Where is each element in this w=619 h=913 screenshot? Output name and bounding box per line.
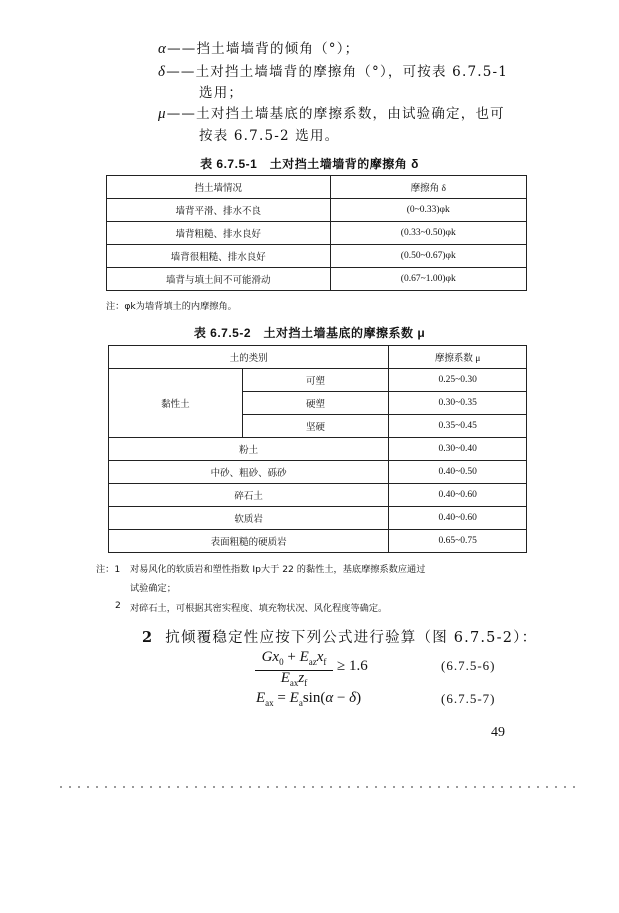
eq2-number: (6.7.5-7) <box>441 691 496 706</box>
eq1-numerator: $Gx_0 + E_{az}x_f$ <box>261 649 327 667</box>
table-row: 软质岩 0.40~0.60 <box>109 507 527 530</box>
eq1-ge: ≥ 1.6 <box>337 658 368 674</box>
def-delta: δ——土对挡土墙墙背的摩擦角（°），可按表 6.7.5-1 <box>158 64 509 80</box>
section-heading <box>142 626 537 647</box>
def-delta-cont: 选用； <box>199 85 244 101</box>
table2-group-cell: 黏性土 <box>109 369 243 438</box>
section-text: 抗倾覆稳定性应按下列公式进行验算（图 6.7.5-2）： <box>165 630 538 646</box>
table1-header <box>107 176 527 199</box>
def-mu: μ——土对挡土墙基底的摩擦系数，由试验确定，也可 <box>158 106 505 122</box>
eq1-denominator: $E_{ax}z_f$ <box>280 670 308 688</box>
table2-caption: 表 6.7.5-2 土对挡土墙基底的摩擦系数 μ <box>193 326 426 340</box>
def-alpha: α——挡土墙墙背的倾角（°）； <box>158 41 360 57</box>
def-alpha-text: 挡土墙墙背的倾角（°）； <box>196 41 360 57</box>
eq2: $E_{ax} = E_a\sin(\alpha - \delta)$ <box>256 690 362 708</box>
table2-header-cell: 摩擦系数 μ <box>389 346 527 369</box>
table-row: 碎石土 0.40~0.60 <box>109 484 527 507</box>
section-number: 2 <box>142 629 154 646</box>
table2-note1: 对易风化的软质岩和塑性指数 Ip大于 22 的黏性土，基底摩擦系数应通过 <box>130 564 426 575</box>
table1-caption: 表 6.7.5-1 土对挡土墙墙背的摩擦角 δ <box>200 157 419 171</box>
page-number: 49 <box>491 725 505 740</box>
table2-note2-label: 2 <box>115 600 121 611</box>
table-row: 表面粗糙的硬质岩 0.65~0.75 <box>109 530 527 553</box>
def-delta-text: 土对挡土墙墙背的摩擦角（°），可按表 6.7.5-1 <box>195 64 509 80</box>
def-alpha-symbol: α <box>158 41 168 57</box>
table2-note2: 对碎石土，可根据其密实程度、填充物状况、风化程度等确定。 <box>130 603 388 614</box>
table1 <box>106 175 527 291</box>
table-row: 粉土 0.30~0.40 <box>109 438 527 461</box>
table1-note: 注：φk为墙背填土的内摩擦角。 <box>106 301 237 312</box>
eq1-number: (6.7.5-6) <box>441 658 496 673</box>
table-row: 墙背平滑、排水不良 (0~0.33)φk <box>107 199 527 222</box>
table-row: 黏性土 可塑 0.25~0.30 <box>109 369 527 392</box>
table-row: 墙背与填土间不可能滑动 (0.67~1.00)φk <box>107 268 527 291</box>
table-row: 墙背粗糙、排水良好 (0.33~0.50)φk <box>107 222 527 245</box>
table2-header <box>109 346 527 369</box>
table2-note1-cont: 试验确定； <box>130 583 176 594</box>
def-mu-cont: 按表 6.7.5-2 选用。 <box>199 128 340 144</box>
table2-note1-label: 注：1 <box>96 564 121 575</box>
table2 <box>108 345 527 553</box>
table1-header-cell: 摩擦角 δ <box>330 176 526 199</box>
def-mu-symbol: μ <box>158 106 167 122</box>
scan-artifact-line <box>60 786 580 788</box>
table-row: 中砂、粗砂、砾砂 0.40~0.50 <box>109 461 527 484</box>
def-mu-text: 土对挡土墙基底的摩擦系数，由试验确定，也可 <box>196 106 505 122</box>
table-row: 硬塑 0.30~0.35 <box>109 392 527 415</box>
def-delta-symbol: δ <box>158 64 167 80</box>
table1-header-cell: 挡土墙情况 <box>107 176 331 199</box>
table-row: 墙背很粗糙、排水良好 (0.50~0.67)φk <box>107 245 527 268</box>
table-row: 坚硬 0.35~0.45 <box>109 415 527 438</box>
table2-header-cell: 土的类别 <box>109 346 389 369</box>
